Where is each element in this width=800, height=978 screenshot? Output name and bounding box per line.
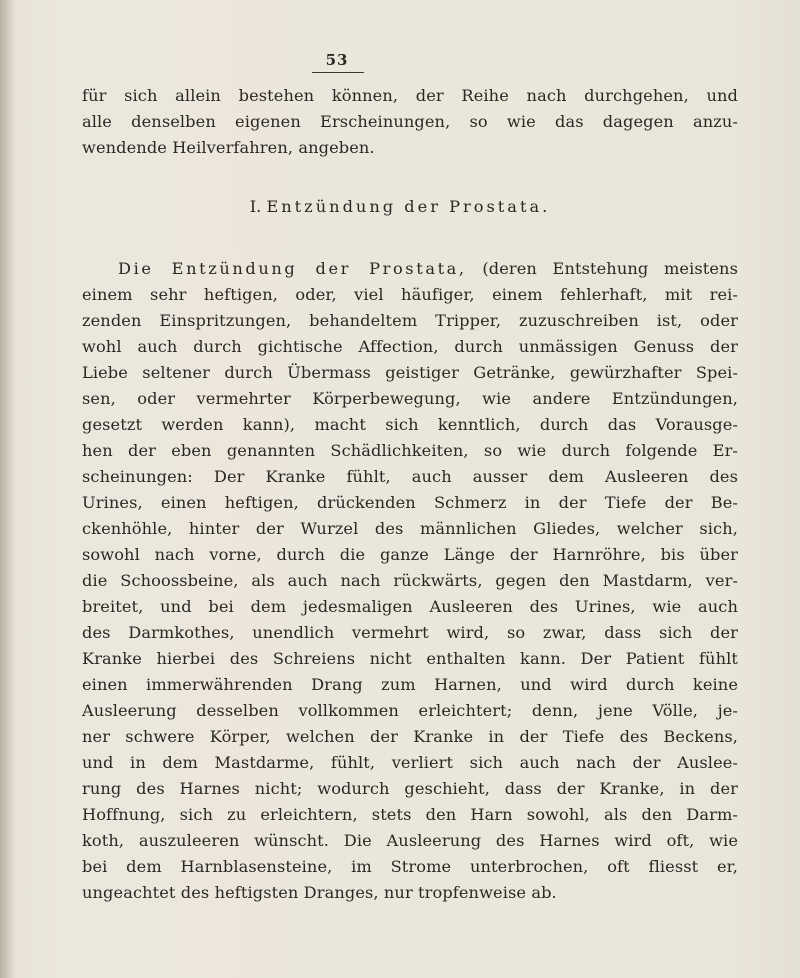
section-heading: [0, 197, 800, 217]
text-line: Ausleerung desselben vollkommen erleichtert; denn, jene Völle, je-: [82, 701, 738, 720]
section-number: I.: [249, 197, 262, 216]
text-line: Urines, einen heftigen, drückenden Schmerz in der Tiefe der Be-: [82, 493, 738, 512]
text-line: ner schwere Körper, welchen der Kranke in der Tiefe des Beckens,: [82, 727, 738, 746]
text-line: wohl auch durch gichtische Affection, durch unmässigen Genuss der: [82, 337, 738, 356]
text-line: die Schoossbeine, als auch nach rückwärts, gegen den Mastdarm, ver-: [82, 571, 738, 590]
book-binding-edge: [0, 0, 14, 978]
page-number-rule: [312, 72, 364, 73]
text-line: gesetzt werden kann), macht sich kenntlich, durch das Vorausge-: [82, 415, 738, 434]
text-line: breitet, und bei dem jedesmaligen Ausleeren des Urines, wie auch: [82, 597, 738, 616]
text-line: und in dem Mastdarme, fühlt, verliert sich auch nach der Auslee-: [82, 753, 738, 772]
text-line: des Darmkothes, unendlich vermehrt wird, so zwar, dass sich der: [82, 623, 738, 642]
paragraph-first-line: [118, 259, 738, 279]
text-line: einem sehr heftigen, oder, viel häufiger, einem fehlerhaft, mit rei-: [82, 285, 738, 304]
text-line: sen, oder vermehrter Körperbewegung, wie andere Entzündungen,: [82, 389, 738, 408]
text-line: sowohl nach vorne, durch die ganze Länge der Harnröhre, bis über: [82, 545, 738, 564]
text-line: ungeachtet des heftigsten Dranges, nur tropfenweise ab.: [82, 883, 557, 902]
text-line: Liebe seltener durch Übermass geistiger Getränke, gewürzhafter Spei-: [82, 363, 738, 382]
text-line: wendende Heilverfahren, angeben.: [82, 138, 375, 157]
text-line: rung des Harnes nicht; wodurch geschieht, dass der Kranke, in der: [82, 779, 738, 798]
text-line: hen der eben genannten Schädlichkeiten, so wie durch folgende Er-: [82, 441, 738, 460]
text-line: Kranke hierbei des Schreiens nicht enthalten kann. Der Patient fühlt: [82, 649, 738, 668]
text-line: ckenhöhle, hinter der Wurzel des männlichen Gliedes, welcher sich,: [82, 519, 738, 538]
section-title: Entzündung der Prostata.: [266, 197, 551, 216]
text-line: für sich allein bestehen können, der Reihe nach durchgehen, und: [82, 86, 738, 105]
text-line: Hoffnung, sich zu erleichtern, stets den Harn sowohl, als den Darm-: [82, 805, 738, 824]
text-line: alle denselben eigenen Erscheinungen, so wie das dagegen anzu-: [82, 112, 738, 131]
text-line: koth, auszuleeren wünscht. Die Ausleerung des Harnes wird oft, wie: [82, 831, 738, 850]
spaced-term: Die Entzündung der Prostata,: [118, 259, 467, 278]
text-line: scheinungen: Der Kranke fühlt, auch ausser dem Ausleeren des: [82, 467, 738, 486]
text-line: bei dem Harnblasensteine, im Strome unterbrochen, oft fliesst er,: [82, 857, 738, 876]
text-line: zenden Einspritzungen, behandeltem Tripper, zuzuschreiben ist, oder: [82, 311, 738, 330]
text-line: einen immerwährenden Drang zum Harnen, und wird durch keine: [82, 675, 738, 694]
first-line-rest: (deren Entstehung meistens: [482, 259, 738, 278]
page-number: 53: [325, 51, 349, 69]
